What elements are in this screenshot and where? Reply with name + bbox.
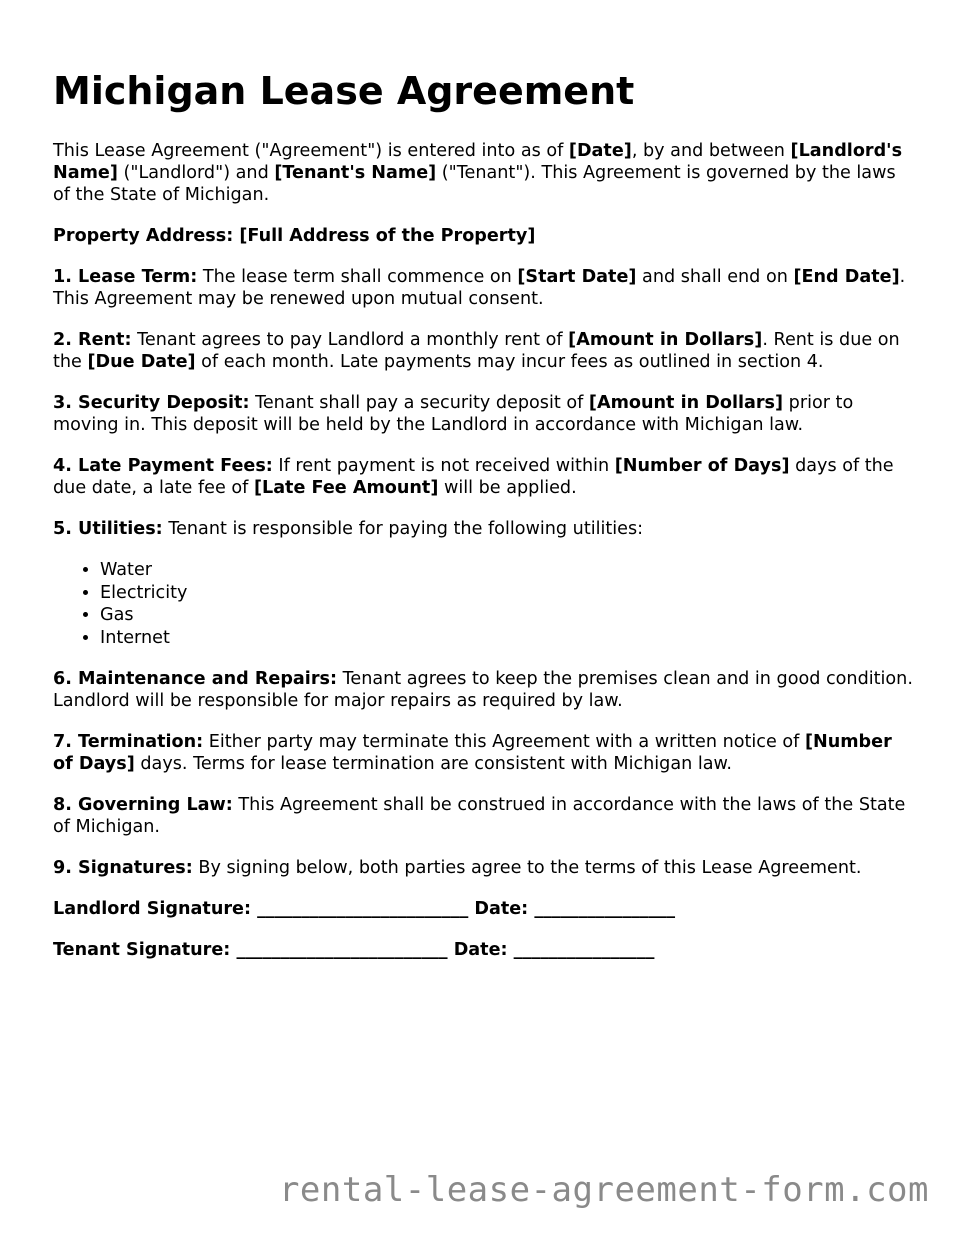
section-text: This Agreement shall be construed in accordance with the laws of the State of Michigan. [53, 795, 906, 837]
section-termination [53, 731, 913, 775]
utilities-list [53, 559, 913, 649]
section-heading: 5. Utilities: [53, 519, 163, 539]
section-heading: 9. Signatures: [53, 858, 193, 878]
section-text: Tenant is responsible for paying the following utilities: [162, 519, 644, 539]
property-address-label: Property Address: [Full Address of the Property] [53, 226, 536, 246]
section-lease-term [53, 266, 913, 310]
intro-text: This Lease Agreement ("Agreement") is entered into as of [53, 141, 569, 161]
section-text: days. Terms for lease termination are consistent with Michigan law. [134, 754, 732, 774]
section-text: If rent payment is not received within [272, 456, 615, 476]
section-utilities [53, 518, 913, 540]
section-text: Tenant agrees to pay Landlord a monthly rent of [131, 330, 569, 350]
list-item: • Water [100, 559, 913, 582]
list-item: • Gas [100, 604, 913, 627]
section-heading: 8. Governing Law: [53, 795, 233, 815]
section-signatures [53, 857, 913, 879]
section-text: Tenant agrees to keep the premises clean and in good condition. Landlord will be responsible for major repairs as required by law. [53, 669, 913, 711]
section-heading: 3. Security Deposit: [53, 393, 250, 413]
list-item: • Internet [100, 627, 913, 650]
property-address [53, 225, 913, 247]
section-text: and shall end on [636, 267, 794, 287]
section-text: prior to moving in. This deposit will be held by the Landlord in accordance with Michigan law. [53, 393, 854, 435]
section-heading: 2. Rent: [53, 330, 132, 350]
section-governing-law [53, 794, 913, 838]
section-text: The lease term shall commence on [197, 267, 518, 287]
section-text: Tenant shall pay a security deposit of [249, 393, 589, 413]
intro-text: ("Landlord") and [117, 163, 275, 183]
landlord-signature-line: Landlord Signature: ________________________ Date: ________________ [53, 899, 676, 919]
start-date-placeholder: [Start Date] [517, 267, 637, 287]
section-heading: 7. Termination: [53, 732, 204, 752]
section-maintenance [53, 668, 913, 712]
due-date-placeholder: [Due Date] [87, 352, 196, 372]
tenant-signature-line: Tenant Signature: ________________________ Date: ________________ [53, 940, 655, 960]
days-placeholder: [Number of Days] [53, 732, 892, 774]
section-text: days of the due date, a late fee of [53, 456, 894, 498]
section-heading: 1. Lease Term: [53, 267, 198, 287]
section-late-fees [53, 455, 913, 499]
date-placeholder: [Date] [568, 141, 632, 161]
document-title: Michigan Lease Agreement [53, 69, 635, 113]
landlord-name-placeholder: [Landlord's Name] [53, 141, 903, 183]
section-security-deposit [53, 392, 913, 436]
section-text: will be applied. [438, 478, 577, 498]
intro-text: , by and between [631, 141, 791, 161]
intro-text: ("Tenant"). This Agreement is governed by the laws of the State of Michigan. [53, 163, 896, 205]
rent-amount-placeholder: [Amount in Dollars] [568, 330, 763, 350]
watermark: rental-lease-agreement-form.com [278, 1170, 929, 1210]
section-heading: 6. Maintenance and Repairs: [53, 669, 338, 689]
list-item: • Electricity [100, 582, 913, 605]
days-placeholder: [Number of Days] [614, 456, 790, 476]
section-text: By signing below, both parties agree to the terms of this Lease Agreement. [192, 858, 862, 878]
document-page [53, 70, 913, 980]
end-date-placeholder: [End Date] [793, 267, 900, 287]
late-fee-placeholder: [Late Fee Amount] [253, 478, 439, 498]
section-text: of each month. Late payments may incur fees as outlined in section 4. [195, 352, 824, 372]
deposit-amount-placeholder: [Amount in Dollars] [588, 393, 784, 413]
section-text: Either party may terminate this Agreement with a written notice of [203, 732, 805, 752]
section-rent [53, 329, 913, 373]
intro-paragraph [53, 140, 913, 206]
tenant-name-placeholder: [Tenant's Name] [274, 163, 437, 183]
section-text: . Rent is due on the [53, 330, 900, 372]
section-heading: 4. Late Payment Fees: [53, 456, 273, 476]
section-text: . This Agreement may be renewed upon mutual consent. [53, 267, 906, 309]
